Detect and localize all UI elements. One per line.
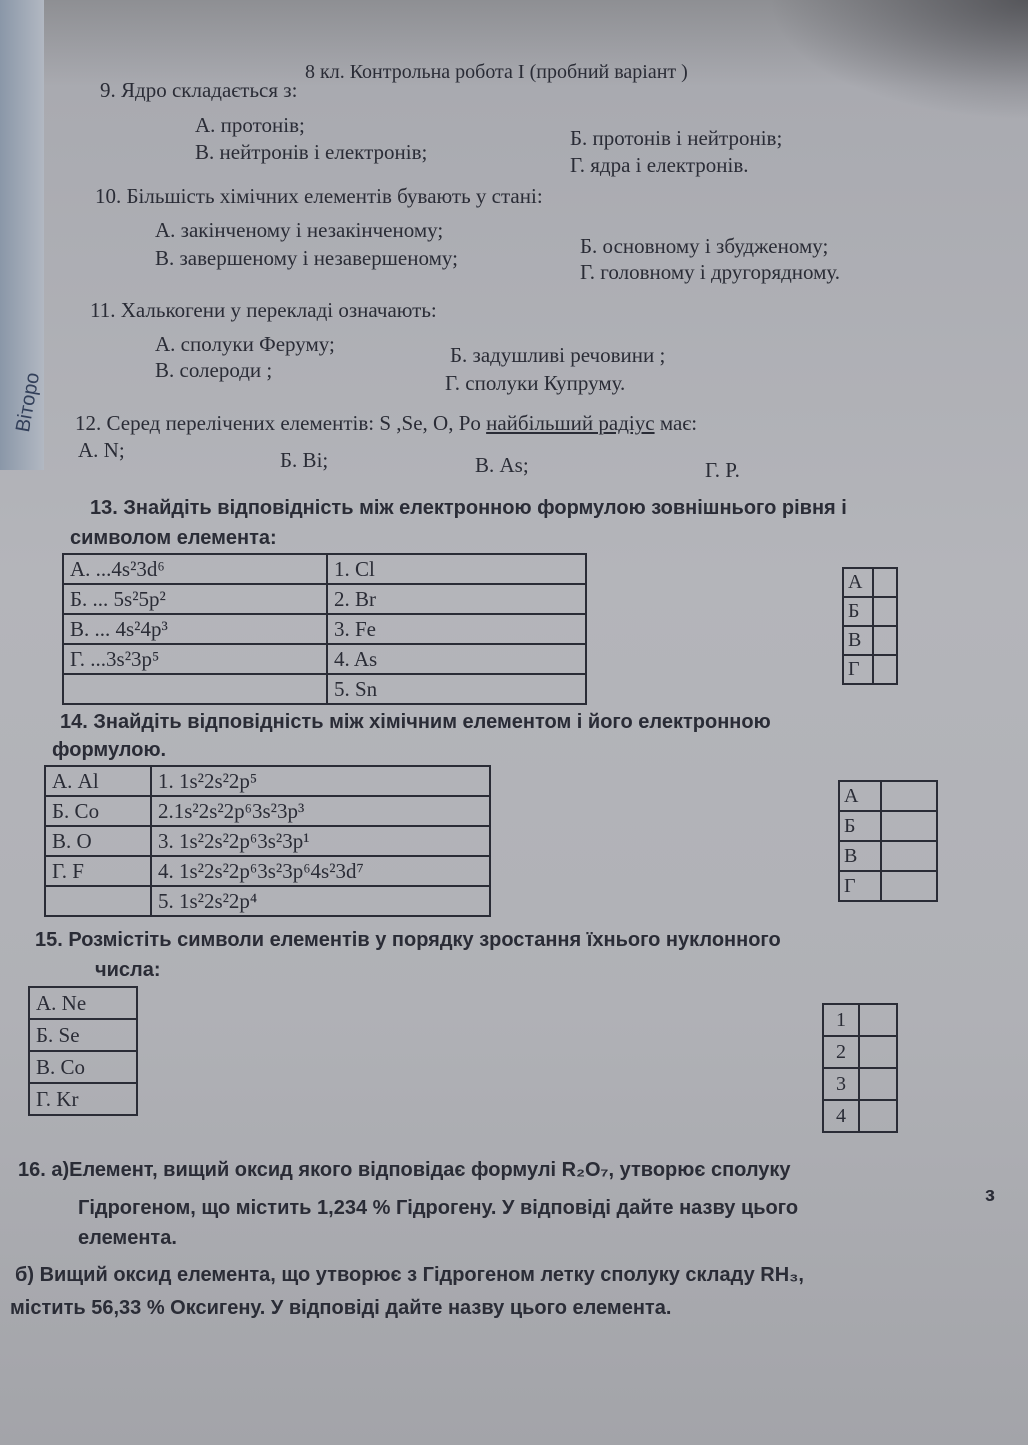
q15-question-line2: числа: [95,959,161,981]
q11-option-a: А. сполуки Феруму; [155,332,335,356]
q13-left-1: А. ...4s²3d⁶ [63,554,327,584]
q16a-line1-tail: з [985,1184,995,1206]
page-header: 8 кл. Контрольна робота І (пробний варіант ) [305,61,688,83]
q13-match-table [62,553,587,705]
q14-right-4: 4. 1s²2s²2p⁶3s²3p⁶4s²3d⁷ [151,856,490,886]
q13-left-3: В. ... 4s²4p³ [63,614,327,644]
q9-option-g: Г. ядра і електронів. [570,153,749,177]
q14-answer-label-v: В [839,841,881,871]
q12-question-start: 12. Серед перелічених елементів: S ,Se, O, Po [75,411,481,435]
q14-answer-cell[interactable] [881,781,937,811]
q14-match-table [44,765,491,917]
q15-answer-cell[interactable] [859,1004,897,1036]
q16a-line3: елемента. [78,1227,177,1249]
q16a-line2: Гідрогеном, що містить 1,234 % Гідрогену. У відповіді дайте назву цього [78,1197,799,1219]
q16a-line1: 16. а)Елемент, вищий оксид якого відповідає формулі R₂O₇, утворює сполуку [18,1159,791,1181]
q13-left-2: Б. ... 5s²5p² [63,584,327,614]
q12-question-underlined: найбільший радіус [486,411,655,435]
q14-right-1: 1. 1s²2s²2p⁵ [151,766,490,796]
q12-option-g: Г. P. [705,458,740,482]
q13-answer-label-b: Б [843,597,873,626]
q15-answer-label-2: 2 [823,1036,859,1068]
q12-option-v: В. As; [475,453,529,477]
q14-left-1: А. Al [45,766,151,796]
q14-left-2: Б. Co [45,796,151,826]
q14-answer-label-g: Г [839,871,881,901]
q14-left-4: Г. F [45,856,151,886]
q10-option-v: В. завершеному і незавершеному; [155,246,458,270]
side-label: Віторо [12,370,45,434]
shadow [768,0,1028,120]
q13-answer-label-g: Г [843,655,873,684]
q10-question: 10. Більшість хімічних елементів бувають у стані: [95,184,543,208]
q10-option-g: Г. головному і другорядному. [580,260,841,284]
q15-answer-label-4: 4 [823,1100,859,1132]
q9-option-a: А. протонів; [195,113,305,137]
q13-answer-cell[interactable] [873,655,897,684]
q15-answer-label-1: 1 [823,1004,859,1036]
q15-item-3: В. Co [29,1051,137,1083]
q16b-line2: містить 56,33 % Оксигену. У відповіді дайте назву цього елемента. [10,1297,672,1319]
q13-right-3: 3. Fe [327,614,586,644]
q13-answer-grid [842,567,898,685]
q14-right-5: 5. 1s²2s²2p⁴ [151,886,490,916]
q12-question-end: має: [659,411,698,435]
q14-right-3: 3. 1s²2s²2p⁶3s²3p¹ [151,826,490,856]
q9-option-b: Б. протонів і нейтронів; [570,126,783,150]
q15-answer-cell[interactable] [859,1036,897,1068]
q13-question-line1: 13. Знайдіть відповідність між електронною формулою зовнішнього рівня і [90,497,847,519]
q15-items-table [28,986,138,1116]
q15-item-2: Б. Se [29,1019,137,1051]
q14-answer-cell[interactable] [881,871,937,901]
q13-left-4: Г. ...3s²3p⁵ [63,644,327,674]
q14-answer-label-a: А [839,781,881,811]
q13-right-4: 4. As [327,644,586,674]
q13-right-2: 2. Br [327,584,586,614]
q14-answer-cell[interactable] [881,811,937,841]
q13-answer-cell[interactable] [873,626,897,655]
q14-left-3: В. O [45,826,151,856]
q14-right-2: 2.1s²2s²2p⁶3s²3p³ [151,796,490,826]
q14-left-5 [45,886,151,916]
q12-option-a: А. N; [78,438,125,462]
q13-answer-label-v: В [843,626,873,655]
q15-answer-cell[interactable] [859,1068,897,1100]
q14-answer-grid [838,780,938,902]
q10-option-b: Б. основному і збудженому; [580,234,829,258]
q13-right-1: 1. Cl [327,554,586,584]
q11-option-v: В. солероди ; [155,358,273,382]
q15-answer-grid [822,1003,898,1133]
q14-question-line1: 14. Знайдіть відповідність між хімічним елементом і його електронною [60,711,771,733]
q11-option-g: Г. сполуки Купруму. [445,371,626,395]
q11-question: 11. Халькогени у перекладі означають: [90,298,437,322]
q16b-line1: б) Вищий оксид елемента, що утворює з Гідрогеном летку сполуку складу RH₃, [15,1264,804,1286]
q9-option-v: В. нейтронів і електронів; [195,140,428,164]
q9-question: 9. Ядро складається з: [100,78,298,102]
q15-answer-cell[interactable] [859,1100,897,1132]
q14-question-line2: формулою. [52,739,167,761]
q14-answer-cell[interactable] [881,841,937,871]
q14-answer-label-b: Б [839,811,881,841]
q15-item-1: А. Ne [29,987,137,1019]
q12-question [75,413,697,434]
q12-option-b: Б. Bi; [280,448,329,472]
q13-answer-cell[interactable] [873,597,897,626]
q13-right-5: 5. Sn [327,674,586,704]
q10-option-a: А. закінченому і незакінченому; [155,218,444,242]
q13-answer-label-a: А [843,568,873,597]
q11-option-b: Б. задушливі речовини ; [450,343,666,367]
q13-answer-cell[interactable] [873,568,897,597]
q15-question-line1: 15. Розмістіть символи елементів у порядку зростання їхнього нуклонного [35,929,781,951]
q13-question-line2: символом елемента: [70,527,277,549]
q13-left-5 [63,674,327,704]
q15-item-4: Г. Kr [29,1083,137,1115]
q15-answer-label-3: 3 [823,1068,859,1100]
